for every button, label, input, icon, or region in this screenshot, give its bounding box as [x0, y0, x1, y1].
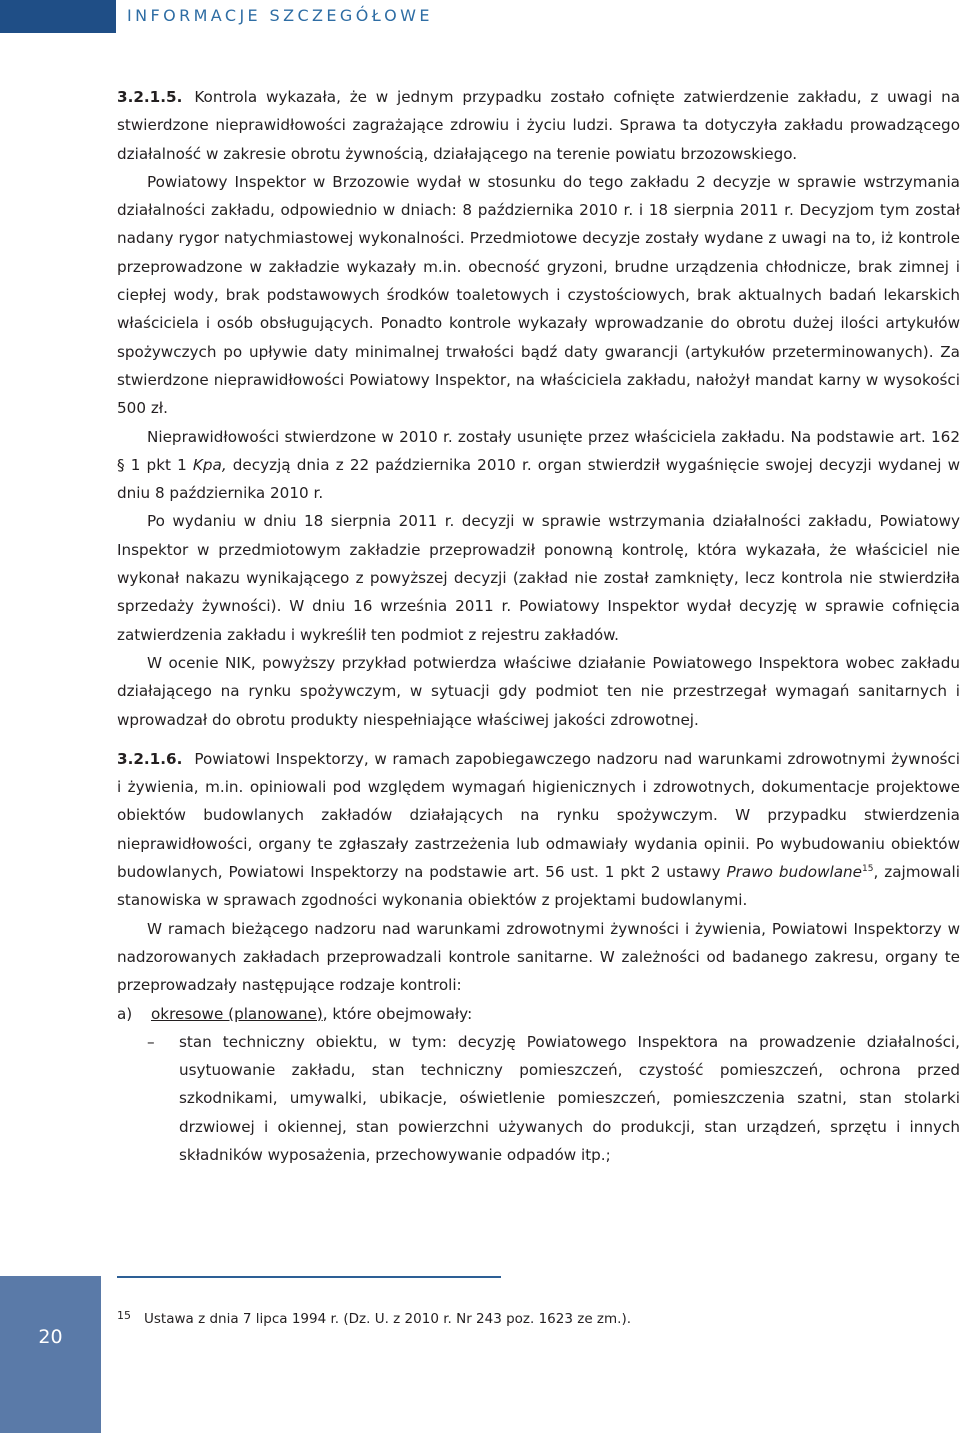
footnote-mark: 15 [117, 1309, 131, 1322]
paragraph-text: Kontrola wykazała, że w jednym przypadku zostało cofnięte zatwierdzenie zakładu, z uwagi na stwierdzone nieprawidłowości zagrażające zdrowiu i życiu ludzi. Sprawa ta dotyczyła zakładu prowadzącego działalność w zakresie obrotu żywnością, działającego na terenie powiatu brzozowskiego. [117, 88, 960, 163]
footnote-divider [117, 1276, 501, 1278]
paragraph-text: Nieprawidłowości stwierdzone w 2010 r. zostały usunięte przez właściciela zakładu. Na podstawie art. 162 § 1 pkt 1 [117, 427, 960, 474]
list-item-text: , które obejmowały: [322, 1004, 473, 1023]
paragraph-text: decyzją dnia z 22 października 2010 r. organ stwierdził wygaśnięcie swojej decyzji wydanej w dniu 8 października 2010 r. [117, 455, 960, 503]
document-body [117, 83, 960, 1169]
section-number: 3.2.1.6. [117, 749, 183, 768]
paragraph-decisions: Powiatowy Inspektor w Brzozowie wydał w stosunku do tego zakładu 2 decyzje w sprawie wstrzymania działalności zakładu, odpowiednio w dniach: 8 października 2010 r. i 18 sierpnia 2011 r. Decyzjom tym został nadany rygor natychmiastowej wykonalności. Przedmiotowe decyzje zostały wydane z uwagi na to, iż kontrole przeprowadzone w zakładzie wykazały m.in. obecność gryzoni, brudne urządzenia chłodnicze, brak zimnej i ciepłej wody, brak podstawowych środków toaletowych i czystościowych, brak aktualnych badań lekarskich właściciela i osób obsługujących. Ponadto kontrole wykazały wprowadzanie do obrotu dużej ilości artykułów spożywczych po upływie daty minimalnej trwałości bądź daty gwarancji (artykułów przeterminowanych). Za stwierdzone nieprawidłowości Powiatowy Inspektor, na właściciela zakładu, nałożył mandat karny w wysokości 500 zł. [117, 172, 960, 418]
page-number: 20 [38, 1326, 63, 1348]
footnote-text: Ustawa z dnia 7 lipca 1994 r. (Dz. U. z 2010 r. Nr 243 poz. 1623 ze zm.). [144, 1311, 632, 1327]
header-color-block [0, 0, 116, 33]
dash-item-text: stan techniczny obiektu, w tym: decyzję Powiatowego Inspektora na prowadzenie działalności, usytuowanie zakładu, stan techniczny pomieszczeń, czystość pomieszczeń, ochrona przed szkodnikami, umywalki, ubikacje, oświetlenie pomieszczeń, pomieszczenia szatni, stan stolarki drzwiowej i okiennej, stan powierzchni używanych do produkcji, stan urządzeń, sprzętu i innych składników wyposażenia, przechowywanie odpadów itp.; [179, 1032, 960, 1164]
section-number: 3.2.1.5. [117, 88, 183, 106]
footnote-reference[interactable]: 15 [862, 863, 874, 874]
footnote [117, 1311, 631, 1327]
paragraph-3-2-1-6-intro [117, 745, 960, 915]
paragraph-sanitary-controls: W ramach bieżącego nadzoru nad warunkami zdrowotnymi żywności i żywienia, Powiatowi Inspektorzy w nadzorowanych zakładach przeprowadzali kontrole sanitarne. W zależności od badanego zakresu, organy te przeprowadzały następujące rodzaje kontroli: [117, 919, 960, 995]
law-title: Prawo budowlane [726, 863, 863, 882]
kpa-abbreviation: Kpa, [192, 455, 227, 474]
list-item-a [117, 1000, 960, 1028]
dash-list-item [117, 1028, 960, 1169]
dash-marker: – [147, 1032, 155, 1051]
list-item-underlined: okresowe (planowane) [151, 1004, 323, 1023]
paragraph-nik-assessment: W ocenie NIK, powyższy przykład potwierdza właściwe działanie Powiatowego Inspektora wobec zakładu działającego na rynku spożywczym, w sytuacji gdy podmiot ten nie przestrzegał wymagań sanitarnych i wprowadzał do obrotu produkty niespełniające właściwej jakości zdrowotnej. [117, 653, 960, 729]
paragraph-text: , zajmowali stanowiska w sprawach zgodności wykonania obiektów z projektami budowlanymi. [117, 863, 960, 910]
section-header-title: INFORMACJE SZCZEGÓŁOWE [127, 6, 433, 25]
list-marker: a) [117, 1004, 133, 1023]
paragraph-text: Powiatowi Inspektorzy, w ramach zapobiegawczego nadzoru nad warunkami zdrowotnymi żywności i żywienia, m.in. opiniowali pod względem wymagań higienicznych i zdrowotnych, dokumentacje projektowe obiektów budowlanych zakładów działających na rynku spożywczym. W przypadku stwierdzenia nieprawidłowości, organy te zgłaszały zastrzeżenia lub odmawiały wydania opinii. Po wybudowaniu obiektów budowlanych, Powiatowi Inspektorzy na podstawie art. 56 ust. 1 pkt 2 ustawy [117, 749, 960, 882]
paragraph-3-2-1-5-intro [117, 83, 960, 168]
paragraph-irregularities-removed [117, 423, 960, 508]
page-number-box [0, 1276, 101, 1433]
paragraph-follow-up-control: Po wydaniu w dniu 18 sierpnia 2011 r. decyzji w sprawie wstrzymania działalności zakładu, Powiatowy Inspektor w przedmiotowym zakładzie przeprowadził ponowną kontrolę, która wykazała, że właściciel nie wykonał nakazu wynikającego z powyższej decyzji (zakład nie został zamknięty, lecz kontrola nie stwierdziła sprzedaży żywności). W dniu 16 września 2011 r. Powiatowy Inspektor wydał decyzję w sprawie cofnięcia zatwierdzenia zakładu i wykreślił ten podmiot z rejestru zakładów. [117, 512, 960, 644]
